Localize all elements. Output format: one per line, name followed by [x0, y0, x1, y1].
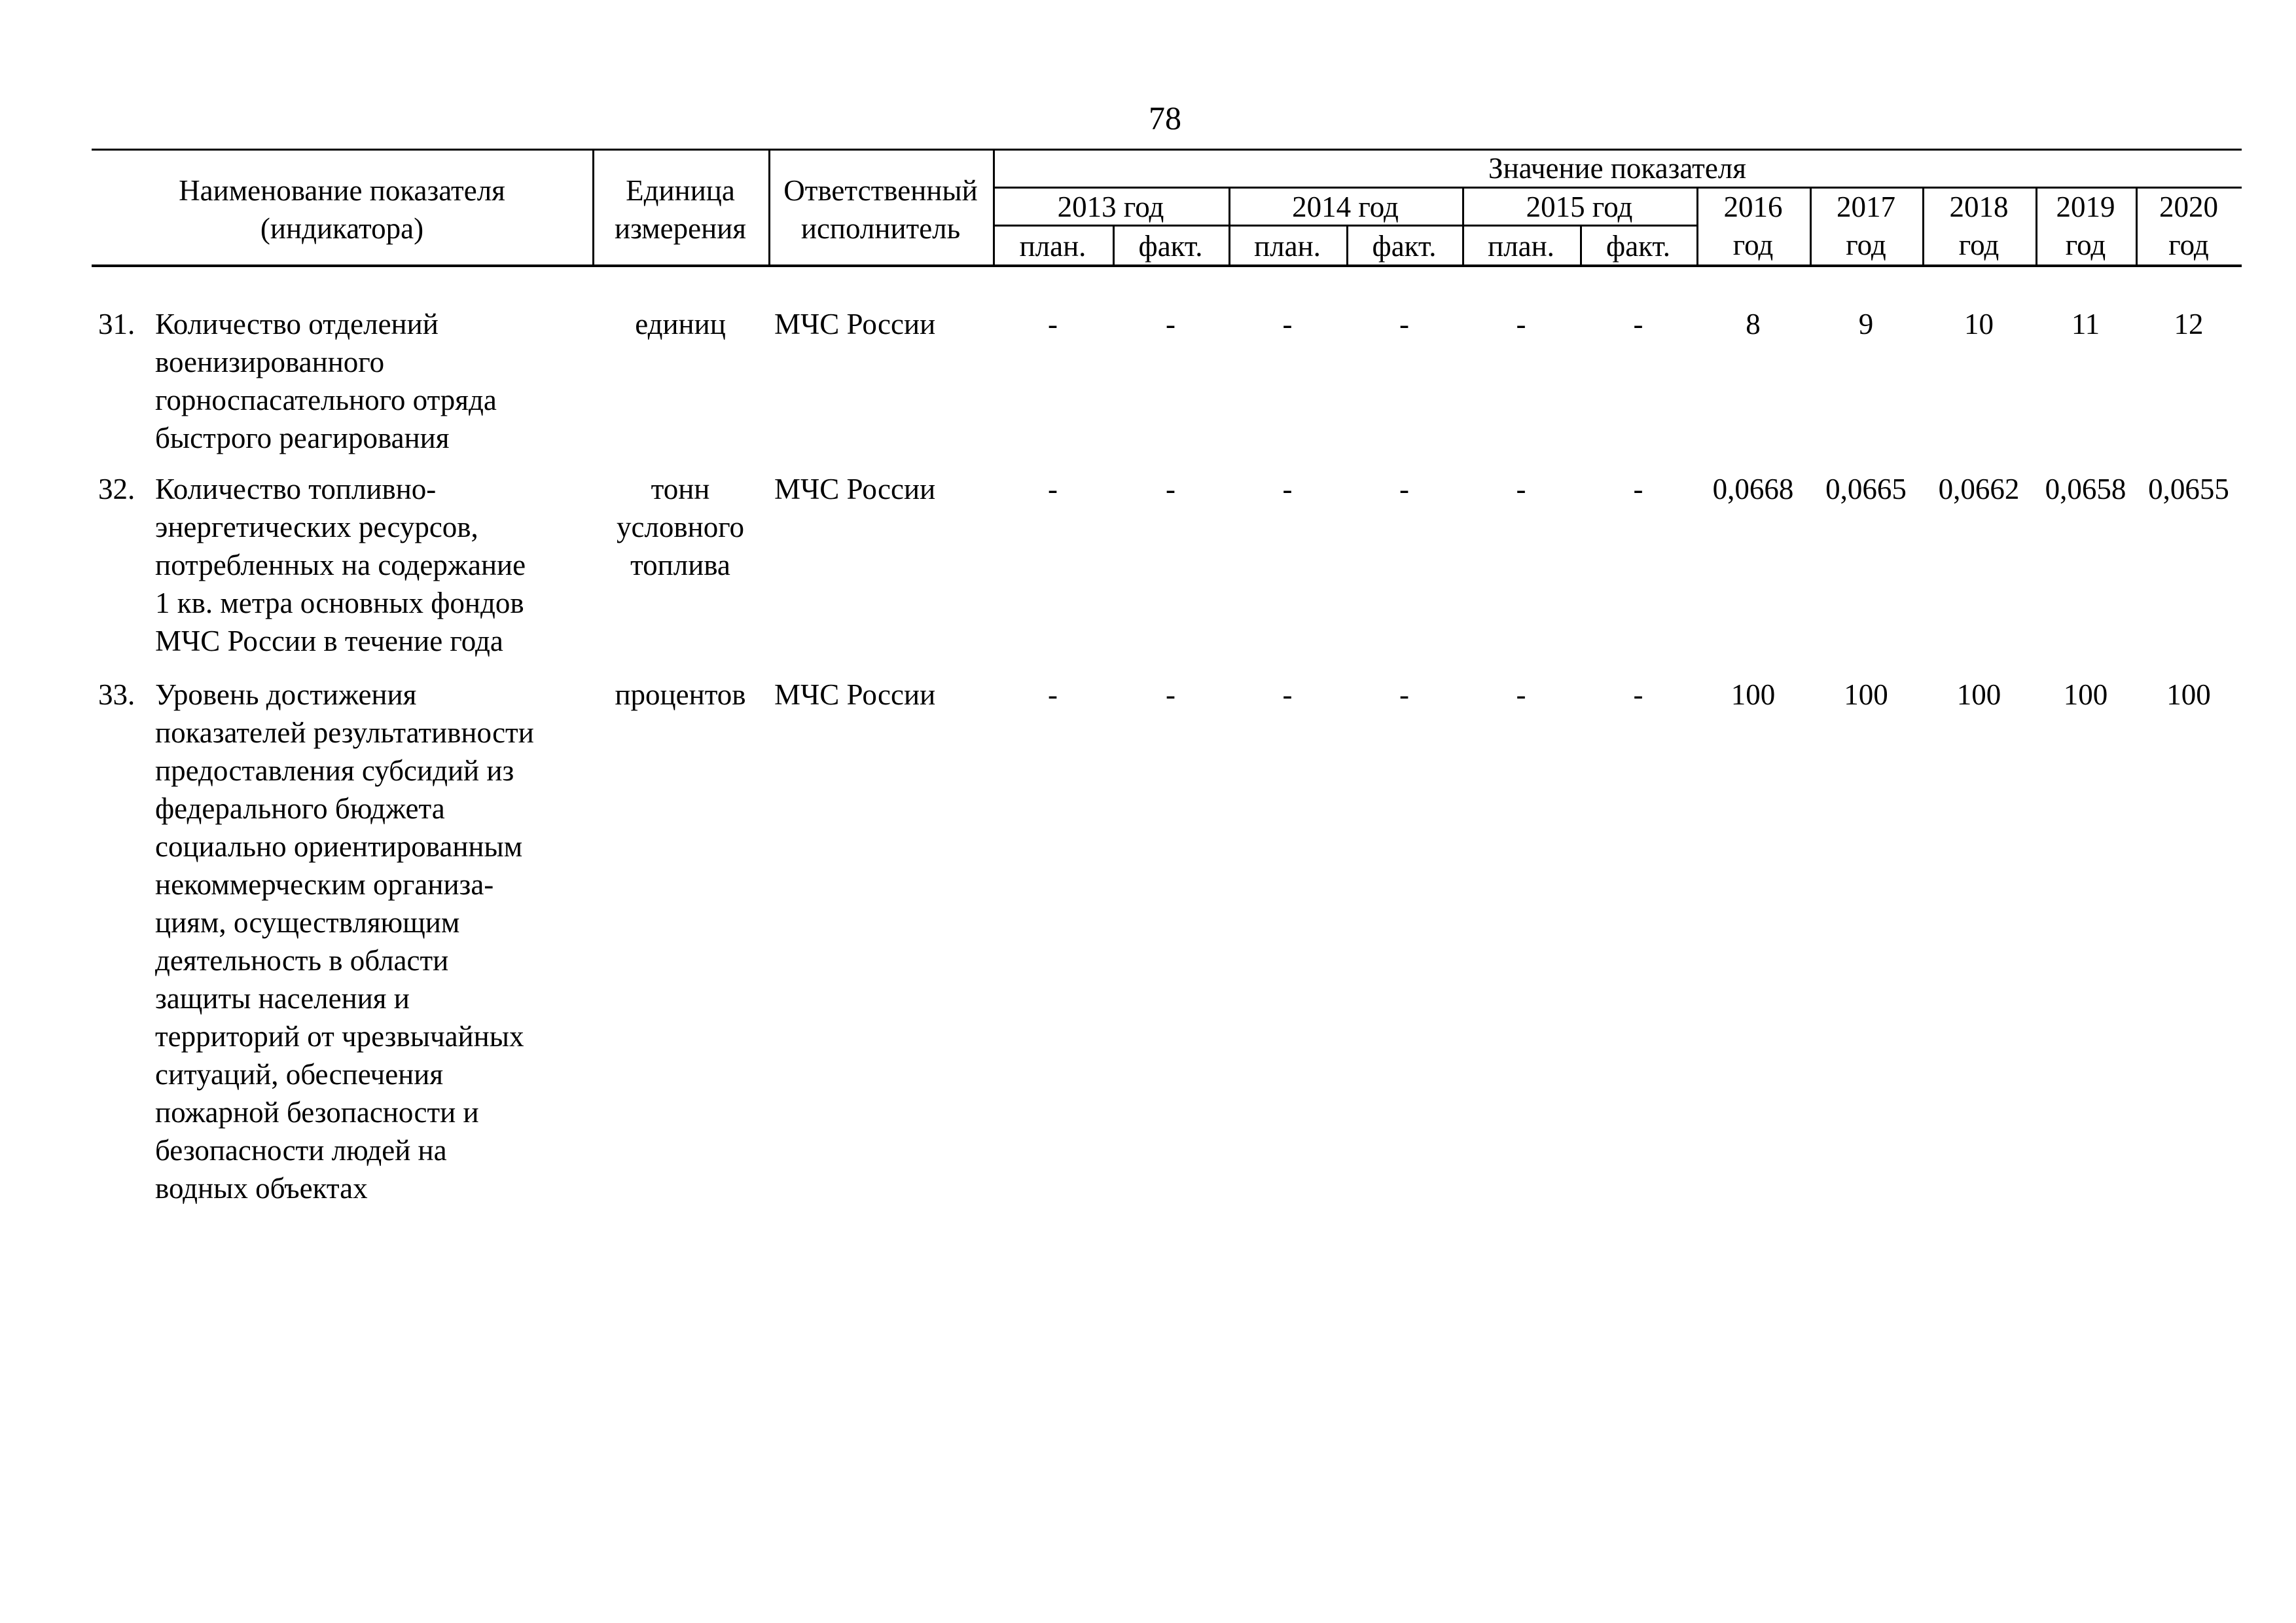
row-value-2019: 0,0658: [2045, 473, 2126, 505]
row-2014-fact: -: [1399, 678, 1409, 711]
header-year-2020: [2136, 188, 2242, 264]
row-unit-line: процентов: [615, 678, 746, 711]
row-2015-fact: -: [1633, 473, 1643, 505]
row-value-2016: 0,0668: [1712, 473, 1794, 505]
header-2014-fact: факт.: [1372, 230, 1437, 263]
header-year-2016-suffix: год: [1732, 228, 1774, 261]
header-unit-line2: измерения: [614, 212, 746, 245]
row-unit-line: условного: [616, 511, 745, 543]
header-resp-line1: Ответственный: [783, 174, 978, 207]
row-number: 31.: [98, 308, 135, 340]
header-2015-fact: факт.: [1606, 230, 1670, 263]
row-value-2020: 0,0655: [2148, 473, 2229, 505]
row-unit: [592, 470, 768, 584]
row-2014-fact: -: [1399, 473, 1409, 505]
row-value-2018: 100: [1956, 678, 2001, 711]
header-name-line2: (индикатора): [260, 212, 424, 245]
row-2013-plan: -: [1048, 308, 1058, 340]
header-unit-line1: Единица: [626, 174, 735, 207]
header-year-2019: [2036, 188, 2136, 264]
row-value-2017: 9: [1858, 308, 1874, 340]
row-value-2019: 11: [2071, 308, 2100, 340]
row-2013-fact: -: [1166, 308, 1175, 340]
header-year-2017-suffix: год: [1846, 228, 1886, 261]
row-name-line: территорий от чрезвычайных: [155, 1020, 524, 1053]
row-name-line: быстрого реагирования: [155, 422, 450, 454]
row-number: 32.: [98, 473, 135, 505]
row-name-line: энергетических ресурсов,: [155, 511, 478, 543]
row-name-line: Количество топливно-: [155, 473, 437, 505]
row-name-line: показателей результативности: [155, 716, 534, 749]
row-unit-line: единиц: [635, 308, 726, 340]
row-2015-fact: -: [1633, 678, 1643, 711]
row-value-2016: 100: [1731, 678, 1776, 711]
row-name-line: социально ориентированным: [155, 830, 523, 863]
row-number: 33.: [98, 678, 135, 711]
row-name: [155, 676, 534, 1207]
row-2014-plan: -: [1282, 473, 1293, 505]
row-name-line: потребленных на содержание: [155, 549, 526, 581]
header-year-2013: 2013 год: [1057, 191, 1164, 223]
row-value-2018: 10: [1964, 308, 1994, 340]
row-name-line: некоммерческим организа-: [155, 868, 494, 901]
row-name-line: Уровень достижения: [155, 678, 417, 711]
header-year-2015: 2015 год: [1526, 191, 1633, 223]
row-responsible: МЧС России: [774, 678, 936, 711]
row-2013-fact: -: [1166, 473, 1175, 505]
row-value-2020: 100: [2166, 678, 2211, 711]
header-name-col: [92, 172, 592, 247]
row-name-line: военизированного: [155, 346, 385, 378]
page-number: 78: [1149, 100, 1181, 136]
row-name-line: пожарной безопасности и: [155, 1096, 479, 1129]
row-value-2017: 0,0665: [1825, 473, 1907, 505]
row-2014-plan: -: [1282, 678, 1293, 711]
row-unit: [592, 305, 768, 343]
row-name: [155, 470, 526, 660]
row-value-2020: 12: [2174, 308, 2204, 340]
row-unit-line: топлива: [630, 549, 730, 581]
header-year-2020-suffix: год: [2168, 228, 2209, 261]
header-2013-fact: факт.: [1138, 230, 1203, 263]
header-year-2019-number: 2019: [2056, 191, 2115, 223]
row-name-line: ситуаций, обеспечения: [155, 1058, 444, 1091]
row-unit-line: тонн: [651, 473, 710, 505]
row-2015-plan: -: [1516, 473, 1526, 505]
row-2015-fact: -: [1633, 308, 1643, 340]
row-name-line: деятельность в области: [155, 944, 449, 977]
header-value-group: Значение показателя: [1488, 152, 1746, 185]
header-year-2016-number: 2016: [1723, 191, 1783, 223]
row-responsible: МЧС России: [774, 473, 936, 505]
row-2014-plan: -: [1282, 308, 1293, 340]
row-value-2016: 8: [1746, 308, 1761, 340]
header-2015-plan: план.: [1488, 230, 1554, 263]
row-responsible: МЧС России: [774, 308, 936, 340]
row-name: [155, 305, 497, 457]
row-2014-fact: -: [1399, 308, 1409, 340]
header-unit-col: [592, 172, 768, 247]
header-resp-line2: исполнитель: [800, 212, 961, 245]
row-value-2017: 100: [1844, 678, 1888, 711]
row-name-line: защиты населения и: [155, 982, 410, 1015]
row-name-line: горноспасательного отряда: [155, 384, 497, 416]
header-year-2018-number: 2018: [1949, 191, 2009, 223]
row-2013-plan: -: [1048, 678, 1058, 711]
header-year-2019-suffix: год: [2065, 228, 2106, 261]
header-year-2017: [1810, 188, 1922, 264]
header-name-line1: Наименование показателя: [179, 174, 505, 207]
header-year-2017-number: 2017: [1837, 191, 1895, 223]
header-year-2016: [1696, 188, 1810, 264]
row-name-line: предоставления субсидий из: [155, 754, 514, 787]
row-name-line: 1 кв. метра основных фондов: [155, 587, 524, 619]
header-year-2014: 2014 год: [1292, 191, 1399, 223]
row-2015-plan: -: [1516, 308, 1526, 340]
row-2013-fact: -: [1166, 678, 1175, 711]
row-2015-plan: -: [1516, 678, 1526, 711]
row-name-line: МЧС России в течение года: [155, 625, 503, 657]
header-year-2018: [1922, 188, 2036, 264]
header-2013-plan: план.: [1019, 230, 1086, 263]
header-2014-plan: план.: [1254, 230, 1321, 263]
header-year-2018-suffix: год: [1958, 228, 2000, 261]
row-name-line: водных объектах: [155, 1172, 368, 1205]
row-unit: [592, 676, 768, 714]
row-name-line: Количество отделений: [155, 308, 439, 340]
row-name-line: безопасности людей на: [155, 1134, 447, 1167]
row-name-line: федерального бюджета: [155, 792, 445, 825]
row-value-2019: 100: [2063, 678, 2108, 711]
row-name-line: циям, осуществляющим: [155, 906, 460, 939]
header-resp-col: [768, 172, 993, 247]
row-value-2018: 0,0662: [1938, 473, 2020, 505]
row-2013-plan: -: [1048, 473, 1058, 505]
header-year-2020-number: 2020: [2159, 191, 2218, 223]
